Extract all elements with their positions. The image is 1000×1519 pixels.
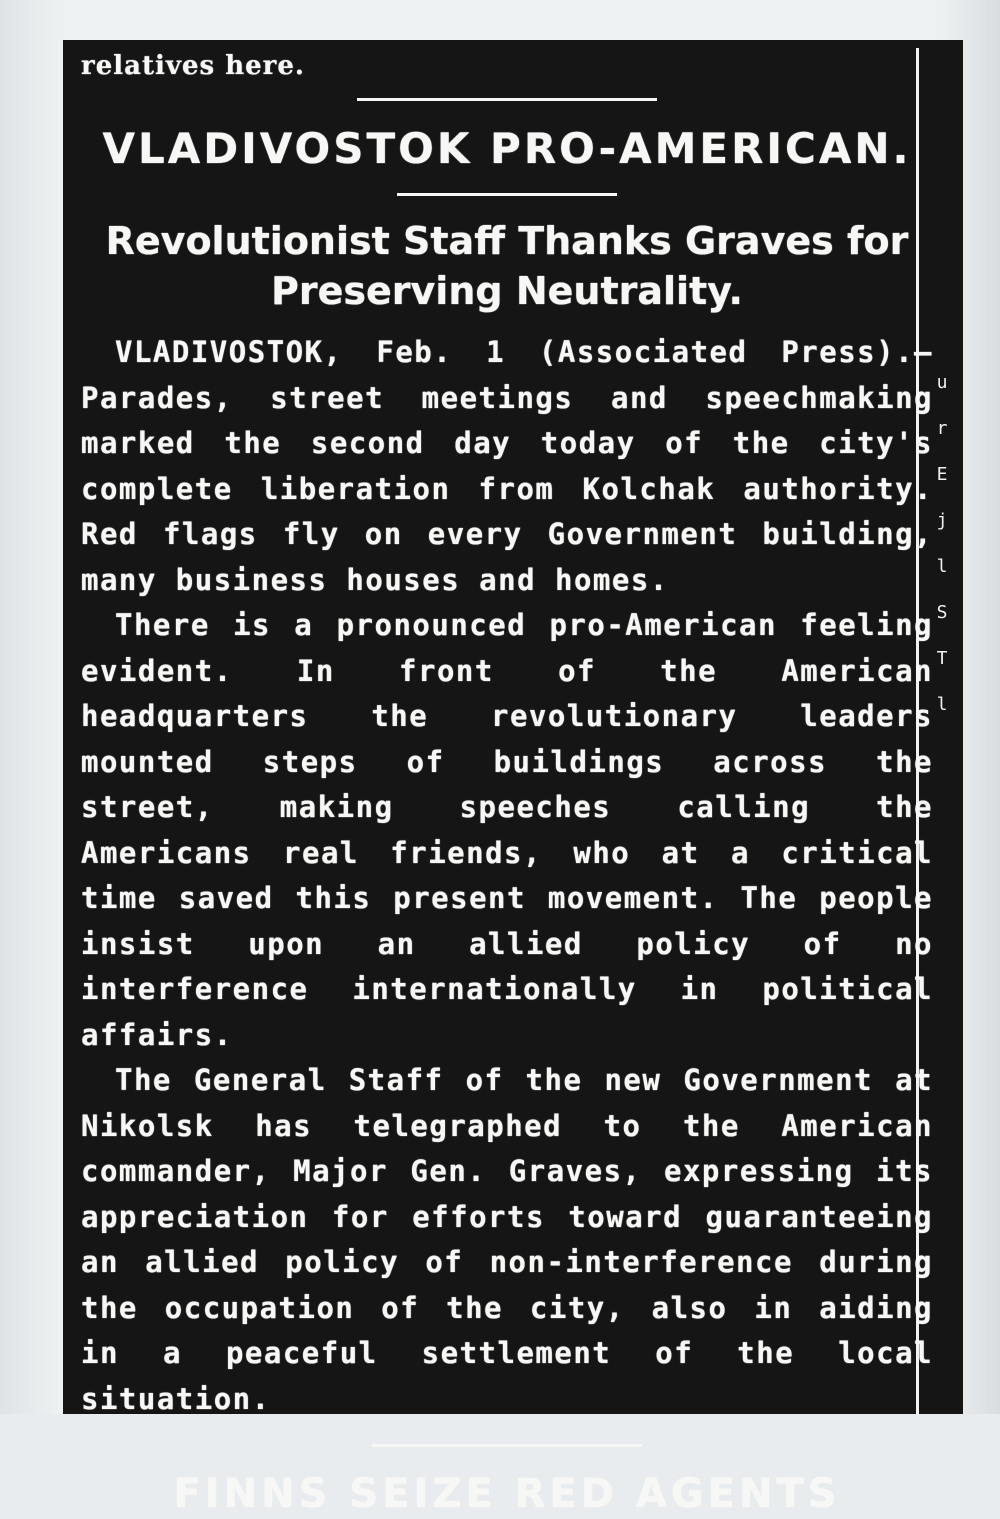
article-subheadline: Revolutionist Staff Thanks Graves for Preserving Neutrality. (105, 219, 909, 313)
adjacent-letter: l (936, 556, 948, 577)
article-column (81, 40, 933, 1519)
adjacent-letter: j (936, 510, 948, 531)
article-paragraph: VLADIVOSTOK, Feb. 1 (Associated Press).—Parades, street meetings and speechmaking marked the second day today of the city's complete liberation from Kolchak authority. Red flags fly on every Government building, many business houses and homes. (81, 335, 933, 597)
adjacent-letter: T (936, 648, 948, 669)
article-paragraph: The General Staff of the new Government at Nikolsk has telegraphed to the American commander, Major Gen. Graves, expressing its appreciation for efforts toward guaranteeing an allied policy of non-interference during the occupation of the city, also in aiding in a peaceful settlement of the local situation. (81, 1063, 933, 1416)
adjacent-letter: E (936, 464, 948, 485)
adjacent-letter: u (936, 372, 948, 393)
divider-rule (357, 98, 657, 101)
previous-article-tail: relatives here. (81, 51, 305, 81)
adjacent-letter: l (936, 694, 948, 715)
divider-rule (372, 1444, 642, 1447)
newspaper-clipping (63, 40, 963, 1517)
adjacent-letter: S (936, 602, 948, 623)
next-article-headline: FINNS SEIZE RED AGENTS (173, 1471, 841, 1517)
adjacent-letter: r (936, 418, 948, 439)
article-headline: VLADIVOSTOK PRO-AMERICAN. (102, 124, 912, 173)
article-paragraph: There is a pronounced pro-American feeling evident. In front of the American headquarters the revolutionary leaders mounted steps of buildings across the street, making speeches calling the Americans real friends, who at a critical time saved this present movement. The people insist upon an allied policy of no interference internationally in political affairs. (81, 608, 933, 1052)
divider-rule (397, 193, 617, 196)
